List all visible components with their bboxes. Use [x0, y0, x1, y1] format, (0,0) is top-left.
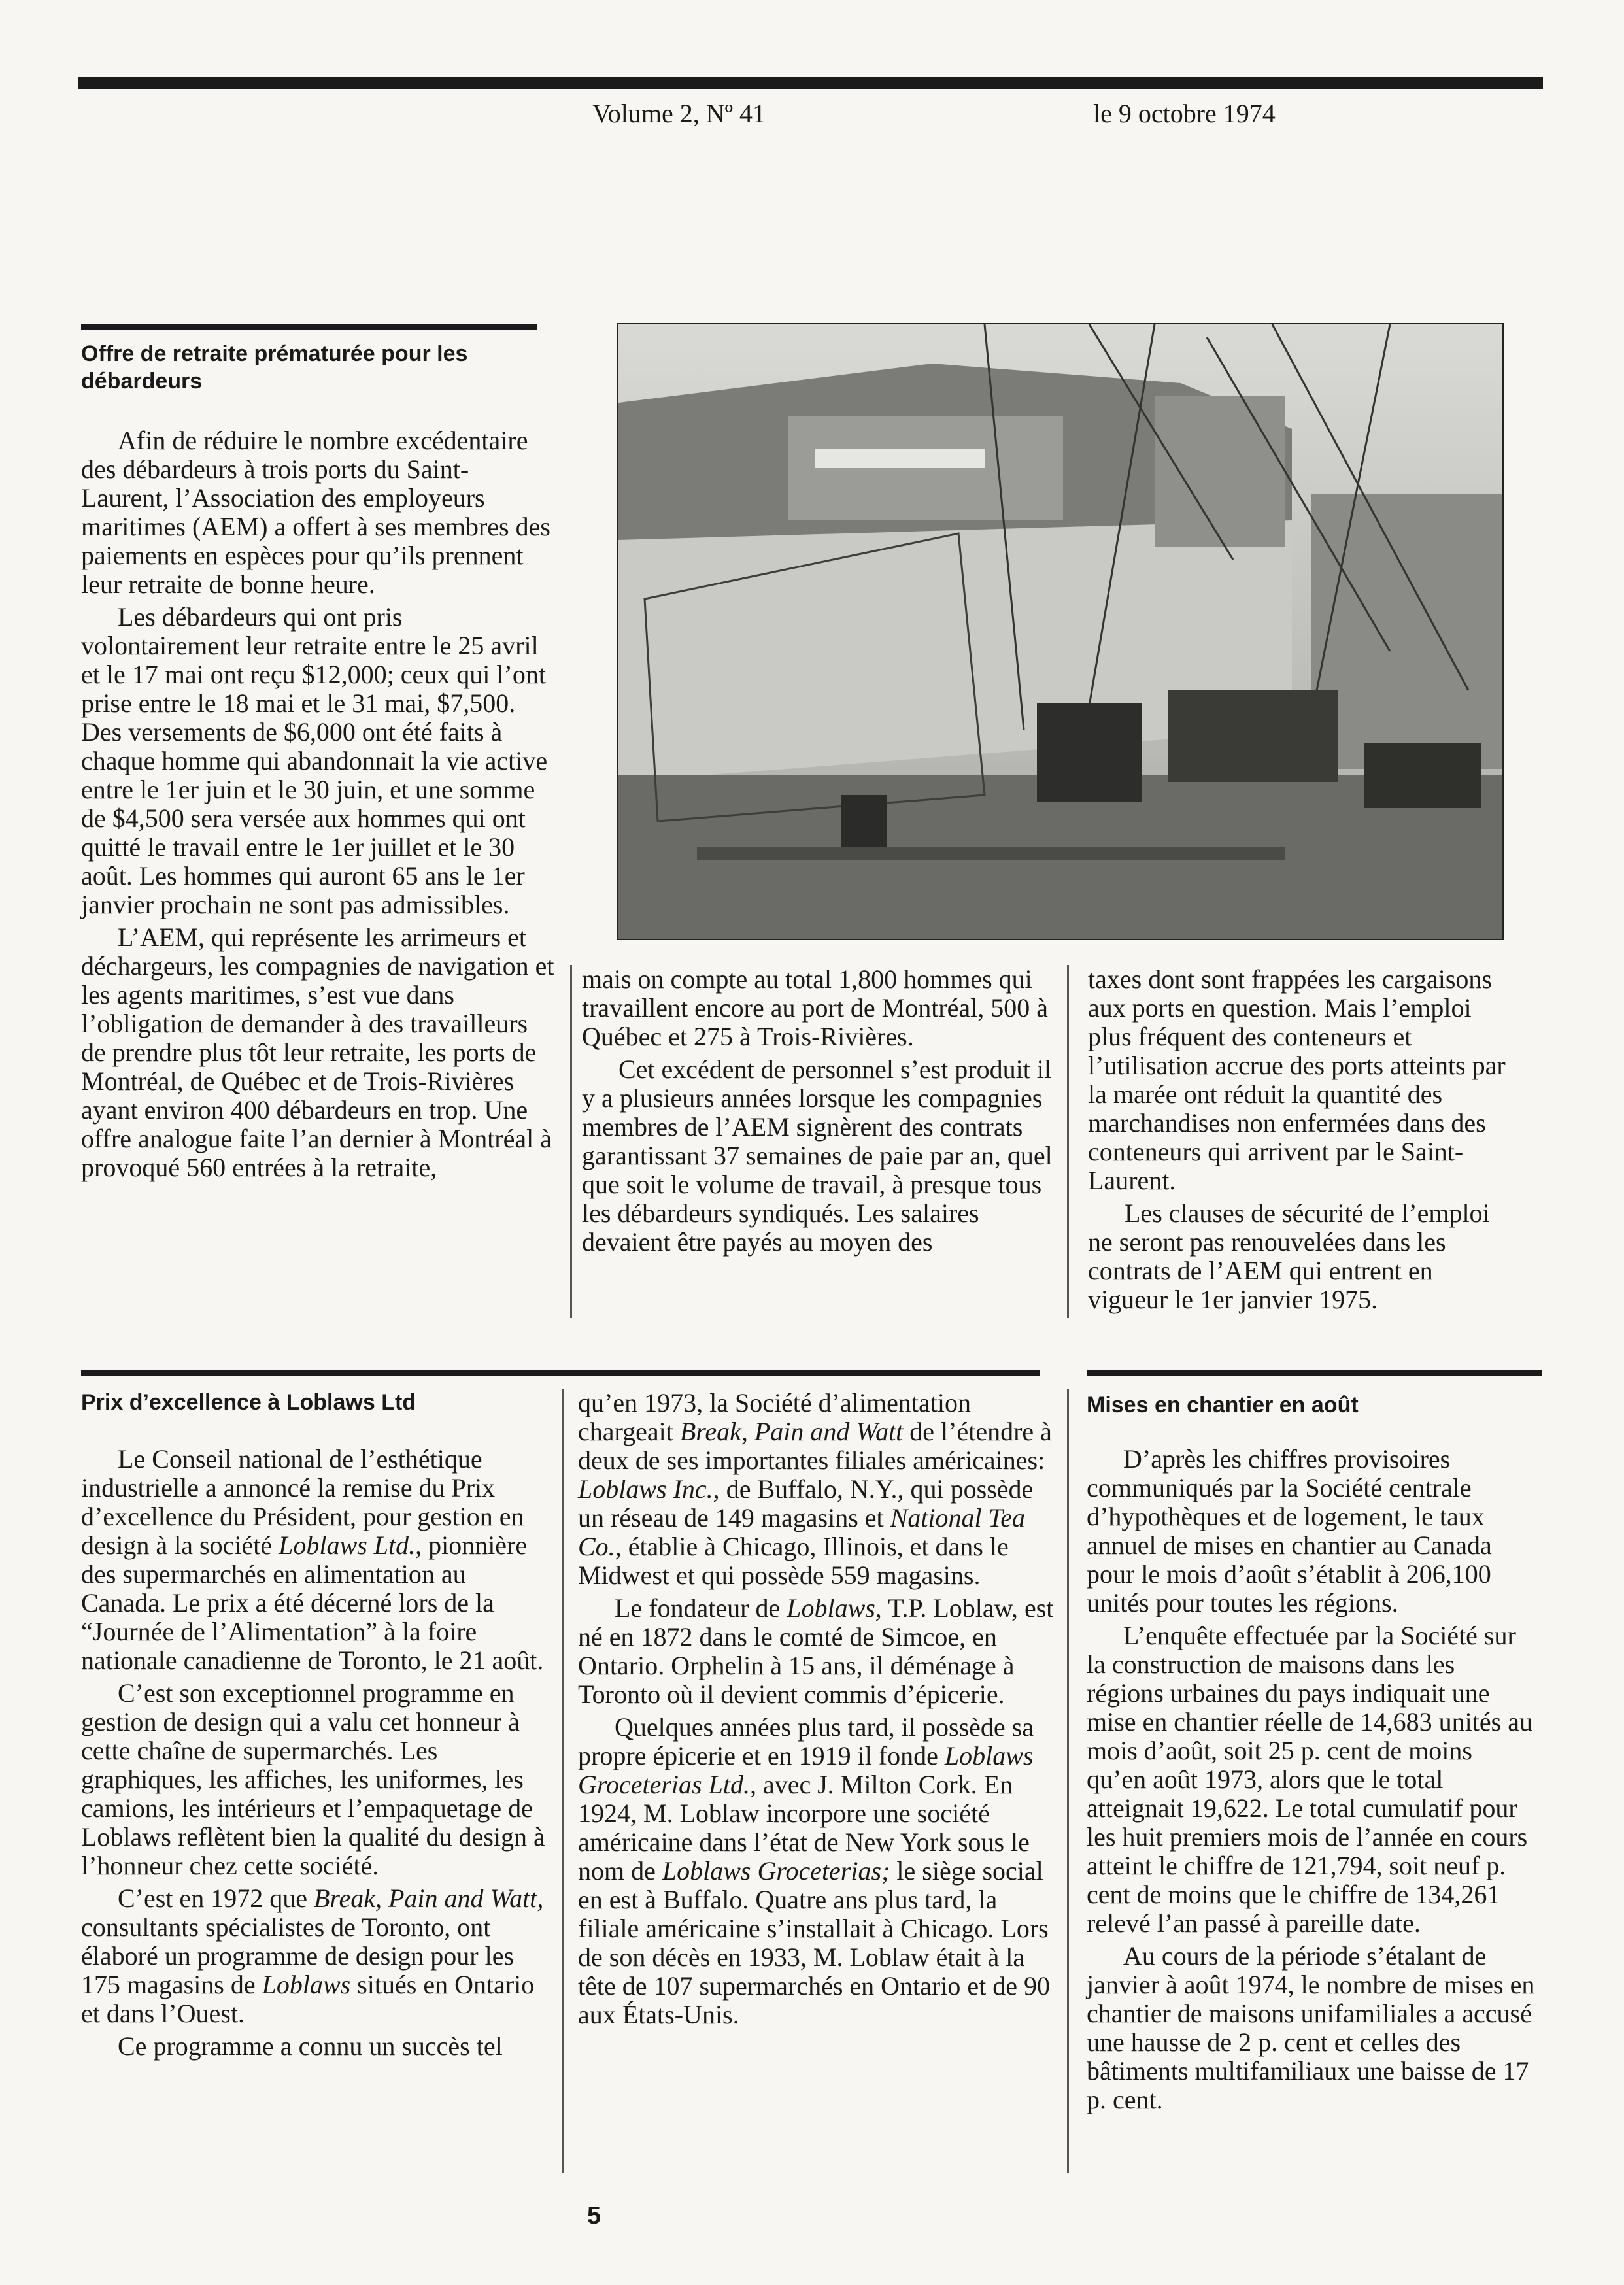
paragraph: Le Conseil national de l’esthétique industrielle a annoncé la remise du Prix d’excellence du Président, pour gestion en design à la société Loblaws Ltd., pionnière des supermarchés en alimentation au Canada. Le prix a été décerné lors de la “Journée de l’Alimentation” à la foire nationale canadienne de Toronto, le 21 août.: [81, 1444, 544, 1675]
paragraph: L’AEM, qui représente les arrimeurs et déchargeurs, les compagnies de navigation et les agents maritimes, s’est vue dans l’obligation de demander à des travailleurs de prendre plus tôt leur retraite, les ports de Montréal, de Québec et de Trois-Rivières ayant environ 400 débardeurs en trop. Une offre analogue faite l’an dernier à Montréal à provoqué 560 entrées à la retraite,: [81, 922, 554, 1182]
harbour-photo: [617, 323, 1504, 940]
article-headline: Offre de retraite prématurée pour les débardeurs: [81, 341, 468, 394]
article-column-1: [81, 1445, 547, 2061]
paragraph: qu’en 1973, la Société d’alimentation chargeait Break, Pain and Watt de l’étendre à deux de ses importantes filiales américaines: Loblaws Inc., de Buffalo, N.Y., qui possède un réseau de 149 magasins et National Tea Co., établie à Chicago, Illinois, et dans le Midwest et qui possède 559 magasins.: [578, 1388, 1052, 1590]
paragraph: C’est en 1972 que Break, Pain and Watt, consultants spécialistes de Toronto, ont élaboré un programme de design pour les 175 magasins de Loblaws situés en Ontario et dans l’Ouest.: [81, 1884, 544, 2028]
paragraph: Le fondateur de Loblaws, T.P. Loblaw, est né en 1872 dans le comté de Simcoe, en Ontario. Orphelin à 15 ans, il déménage à Toronto où il devient commis d’épicerie.: [578, 1593, 1054, 1709]
paragraph: Cet excédent de personnel s’est produit il y a plusieurs années lorsque les compagnies membres de l’AEM signèrent des contrats garantissant 37 semaines de paie par an, quel que soit le volume de travail, à presque tous les débardeurs syndiqués. Les salaires devaient être payés au moyen des: [582, 1055, 1053, 1257]
paragraph: Quelques années plus tard, il possède sa propre épicerie et en 1919 il fonde Loblaws Groceterias Ltd., avec J. Milton Cork. En 1924, M. Loblaw incorpore une société américaine dans l’état de New York sous le nom de Loblaws Groceterias; le siège social en est à Buffalo. Quatre ans plus tard, la filiale américaine s’installait à Chicago. Lors de son décès en 1933, M. Loblaw était à la tête de 107 supermarchés en Ontario et de 90 aux États-Unis.: [578, 1712, 1050, 2029]
article-headline: Prix d’excellence à Loblaws Ltd: [81, 1390, 416, 1415]
page-number: 5: [587, 2202, 601, 2229]
article-rule: [1087, 1370, 1542, 1376]
article-column-2: [582, 965, 1062, 1257]
paragraph: Ce programme a connu un succès tel: [118, 2031, 503, 2061]
paragraph: Afin de réduire le nombre excédentaire des débardeurs à trois ports du Saint-Laurent, l’Association des employeurs maritimes (AEM) a offert à ses membres des paiements en espèces pour qu’ils prennent leur retraite de bonne heure.: [81, 426, 550, 599]
article-headline: Mises en chantier en août: [1087, 1393, 1359, 1417]
column-divider: [562, 1389, 564, 2173]
paragraph: C’est son exceptionnel programme en gestion de design qui a valu cet honneur à cette chaîne de supermarchés. Les graphiques, les affiches, les uniformes, les camions, les intérieurs et l’empaquetage de Loblaws reflètent bien la qualité du design à l’honneur chez cette société.: [81, 1678, 545, 1880]
paragraph: Au cours de la période s’étalant de janvier à août 1974, le nombre de mises en chantier de maisons unifamiliales a accusé une hausse de 2 p. cent et celles des bâtiments multifamiliaux une baisse de 17 p. cent.: [1087, 1941, 1535, 2114]
paragraph: Les débardeurs qui ont pris volontairement leur retraite entre le 25 avril et le 17 mai ont reçu $12,000; ceux qui l’ont prise entre le 18 mai et le 31 mai, $7,500. Des versements de $6,000 ont été faits à chaque homme qui abandonnait la vie active entre le 1er juin et le 30 juin, et une somme de $4,500 sera versée aux hommes qui ont quitté le travail entre le 1er juillet et le 30 août. Les hommes qui auront 65 ans le 1er janvier prochain ne sont pas admissibles.: [81, 602, 548, 919]
article-column-2: [578, 1389, 1062, 2029]
article-column-1: [81, 426, 554, 1182]
article-column-3: [1087, 1445, 1538, 2114]
column-divider: [570, 965, 572, 1318]
article-rule: [81, 324, 537, 330]
paragraph: Les clauses de sécurité de l’emploi ne seront pas renouvelées dans les contrats de l’AEM qui entrent en vigueur le 1er janvier 1975.: [1088, 1198, 1490, 1314]
paragraph: D’après les chiffres provisoires communiqués par la Société centrale d’hypothèques et de logement, le taux annuel de mises en chantier au Canada pour le mois d’août s’établit à 206,100 unités pour toutes les régions.: [1087, 1444, 1492, 1617]
paragraph: taxes dont sont frappées les cargaisons aux ports en question. Mais l’emploi plus fréquent des conteneurs et l’utilisation accrue des ports atteints par la marée ont réduit la quantité des marchandises non enfermées dans des conteneurs qui arrivent par le Saint-Laurent.: [1088, 964, 1506, 1195]
issue-date: le 9 octobre 1974: [1093, 99, 1276, 128]
column-divider: [1067, 965, 1069, 1318]
volume-number: Volume 2, Nº 41: [592, 99, 766, 128]
article-column-3: [1088, 965, 1513, 1314]
masthead-rule: [78, 77, 1543, 89]
column-divider: [1067, 1389, 1069, 2173]
article-rule: [81, 1370, 1040, 1376]
paragraph: mais on compte au total 1,800 hommes qui travaillent encore au port de Montréal, 500 à Québec et 275 à Trois-Rivières.: [582, 964, 1049, 1051]
paragraph: L’enquête effectuée par la Société sur la construction de maisons dans les régions urbaines du pays indiquait une mise en chantier réelle de 14,683 unités au mois d’août, soit 25 p. cent de moins qu’en août 1973, alors que le total atteignait 19,622. Le total cumulatif pour les huit premiers mois de l’année en cours atteint le chiffre de 121,794, soit neuf p. cent de moins que le chiffre de 134,261 relevé l’an passé à pareille date.: [1087, 1621, 1532, 1938]
